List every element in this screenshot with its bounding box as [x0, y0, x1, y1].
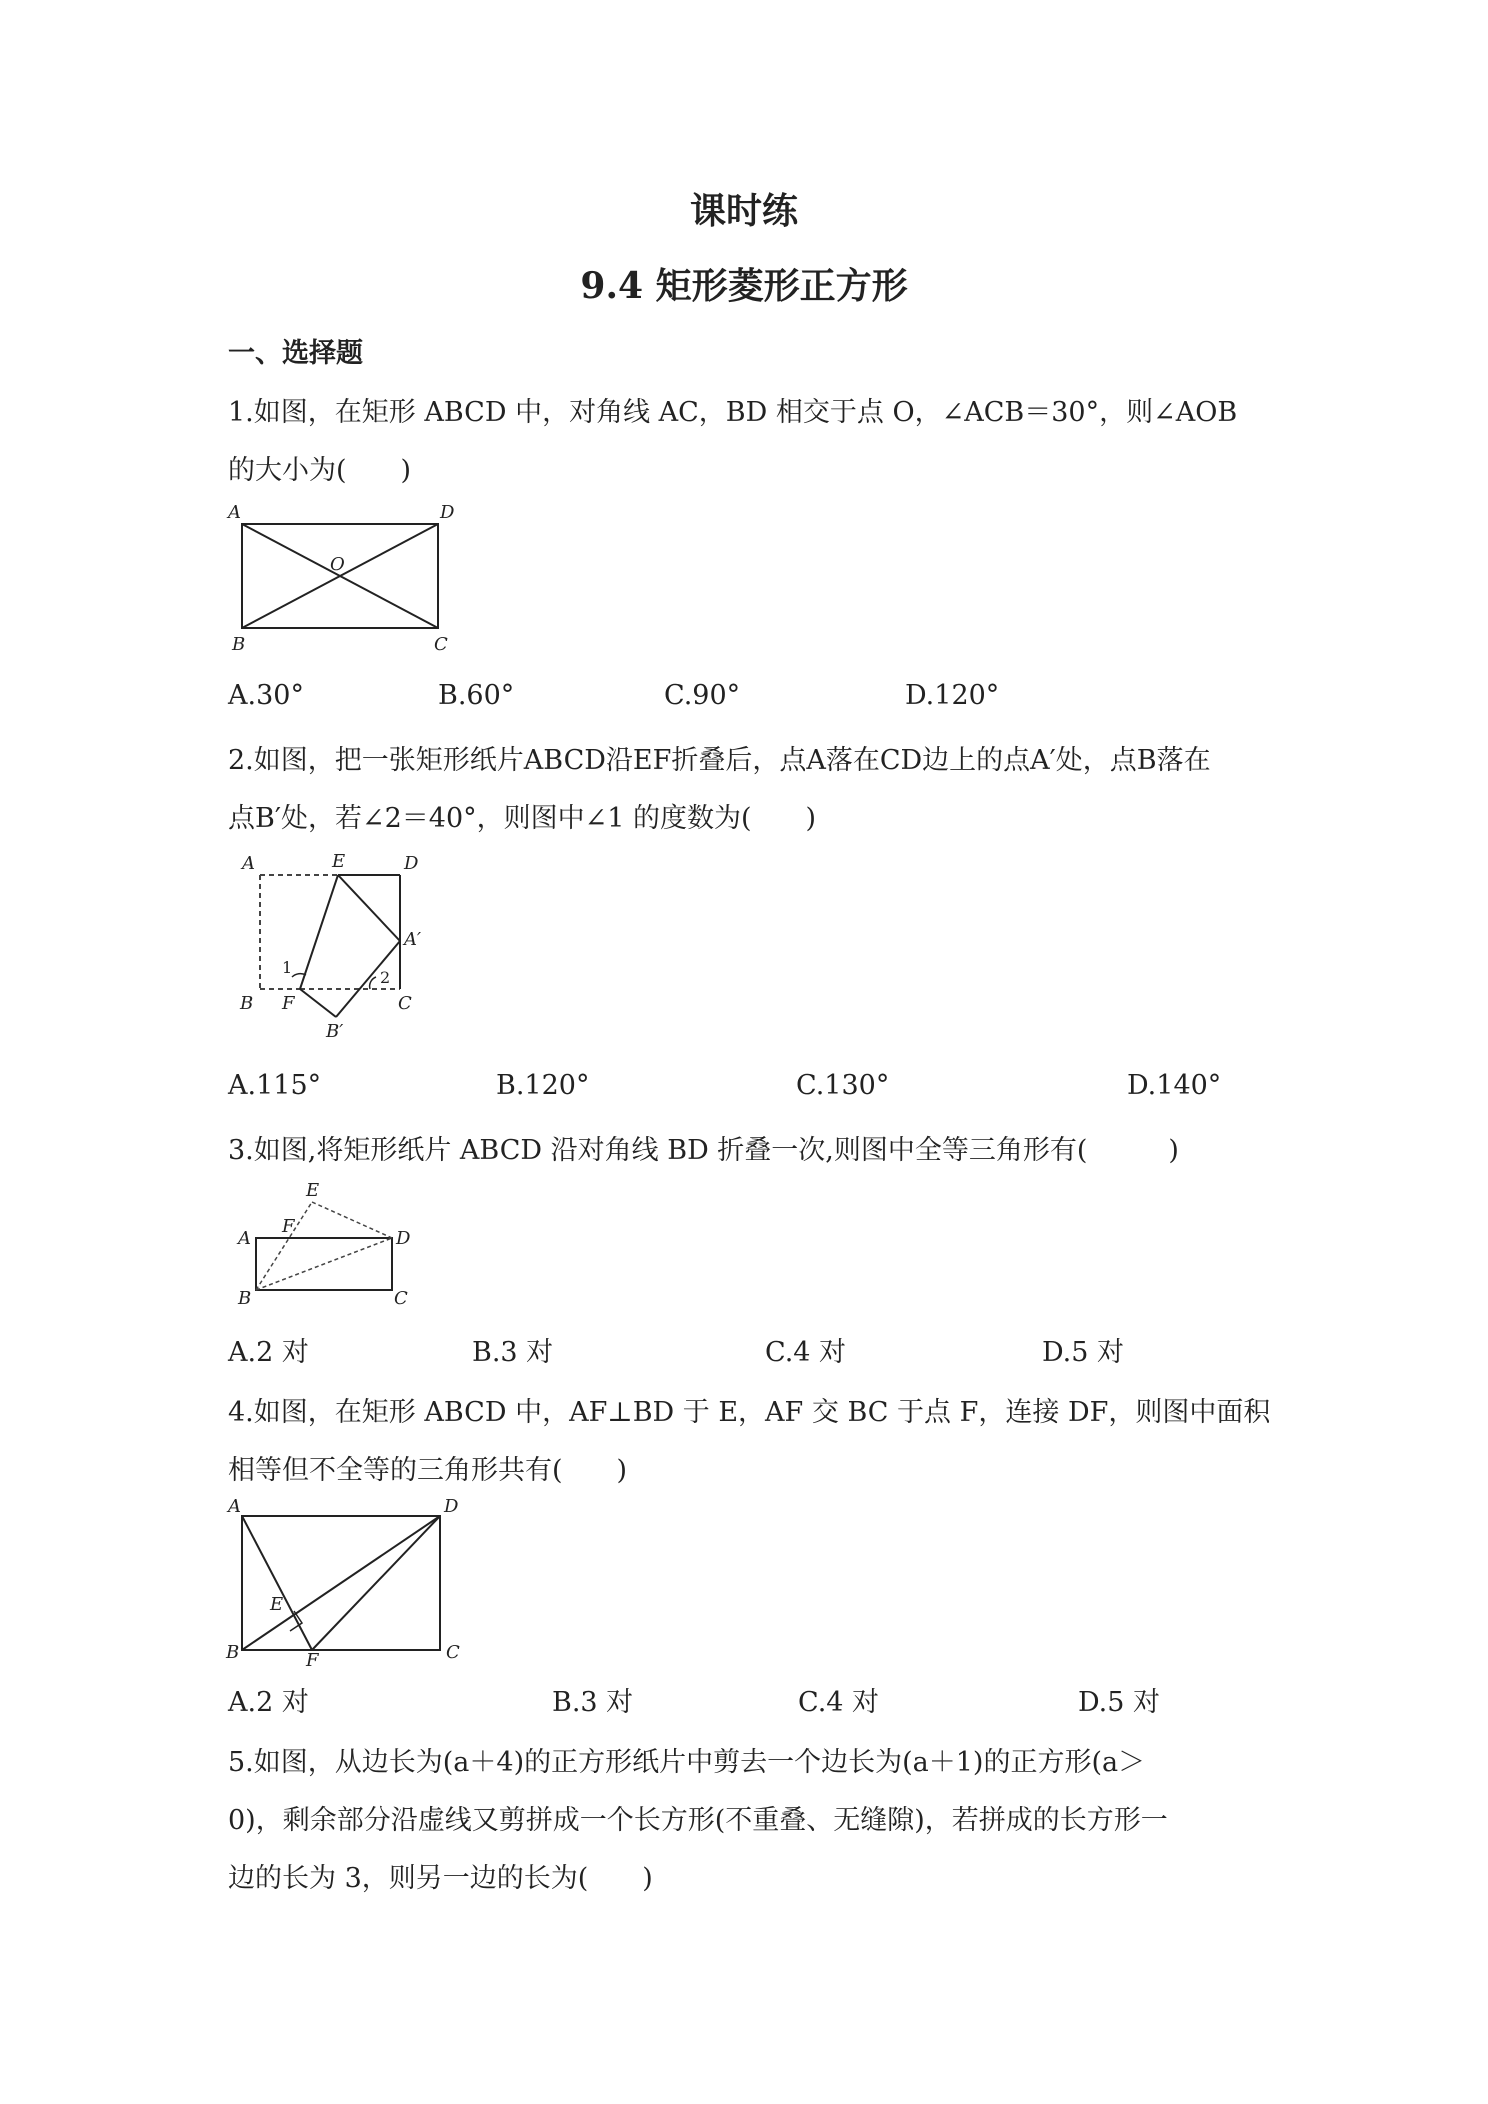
figure-q3-fold	[228, 1180, 411, 1310]
angle-1-label: 1	[282, 958, 293, 977]
q1-option-a[interactable]: A.30°	[228, 680, 304, 711]
label-b: B	[240, 993, 254, 1014]
label-a: A	[228, 502, 241, 523]
q4-option-a[interactable]: A.2 对	[228, 1687, 309, 1718]
q2-option-b[interactable]: B.120°	[496, 1070, 590, 1101]
section-heading: 一、选择题	[228, 338, 363, 369]
question-5-line-1: 5.如图，从边长为(a＋4)的正方形纸片中剪去一个边长为(a＋1)的正方形(a＞	[228, 1747, 1146, 1778]
label-c: C	[398, 993, 412, 1014]
question-5-line-3: 边的长为 3，则另一边的长为( )	[228, 1863, 653, 1894]
label-d: D	[404, 853, 419, 874]
angle-2-label: 2	[380, 968, 391, 987]
label-f: F	[282, 1216, 295, 1237]
figure-q4-rectangle	[224, 1496, 474, 1671]
label-b: B	[238, 1288, 252, 1309]
page-subtitle: 9.4 矩形菱形正方形	[580, 265, 908, 307]
label-a: A	[228, 1496, 241, 1517]
q3-option-d[interactable]: D.5 对	[1042, 1337, 1125, 1368]
question-4-line-1: 4.如图，在矩形 ABCD 中，AF⊥BD 于 E，AF 交 BC 于点 F，连接 DF，则图中面积	[228, 1397, 1271, 1428]
label-e: E	[306, 1180, 320, 1201]
question-2-line-1: 2.如图，把一张矩形纸片ABCD沿EF折叠后，点A落在CD边上的点A′处，点B落在	[228, 745, 1211, 776]
question-4-line-2: 相等但不全等的三角形共有( )	[228, 1455, 628, 1486]
q2-option-c[interactable]: C.130°	[796, 1070, 890, 1101]
q3-option-c[interactable]: C.4 对	[765, 1337, 847, 1368]
question-1-line-2: 的大小为( )	[228, 455, 412, 486]
q1-option-d[interactable]: D.120°	[905, 680, 1000, 711]
q2-option-d[interactable]: D.140°	[1127, 1070, 1222, 1101]
label-b: B	[226, 1642, 240, 1663]
q2-option-a[interactable]: A.115°	[228, 1070, 322, 1101]
label-b-prime: B′	[326, 1021, 344, 1042]
q1-option-b[interactable]: B.60°	[438, 680, 515, 711]
label-c: C	[394, 1288, 408, 1309]
label-d: D	[396, 1228, 411, 1249]
question-5-line-2: 0)，剩余部分沿虚线又剪拼成一个长方形(不重叠、无缝隙)，若拼成的长方形一	[228, 1805, 1168, 1836]
label-b: B	[232, 634, 246, 655]
label-a: A	[242, 853, 255, 874]
label-c: C	[434, 634, 448, 655]
q3-option-b[interactable]: B.3 对	[472, 1337, 554, 1368]
label-e: E	[270, 1594, 284, 1615]
question-1-line-1: 1.如图，在矩形 ABCD 中，对角线 AC，BD 相交于点 O，∠ACB＝30°，则∠AOB	[228, 397, 1238, 428]
label-f: F	[282, 993, 295, 1014]
label-c: C	[446, 1642, 460, 1663]
q3-option-a[interactable]: A.2 对	[228, 1337, 309, 1368]
figure-q2-fold	[230, 845, 450, 1045]
q1-option-c[interactable]: C.90°	[664, 680, 741, 711]
label-d: D	[444, 1496, 459, 1517]
q4-option-d[interactable]: D.5 对	[1078, 1687, 1161, 1718]
figure-q1-rectangle	[222, 500, 462, 660]
label-o: O	[330, 554, 345, 575]
question-2-line-2: 点B′处，若∠2＝40°，则图中∠1 的度数为( )	[228, 803, 817, 834]
q4-option-b[interactable]: B.3 对	[552, 1687, 634, 1718]
label-a-prime: A′	[404, 929, 422, 950]
label-d: D	[440, 502, 455, 523]
page-title: 课时练	[689, 190, 798, 232]
label-f: F	[306, 1650, 319, 1671]
question-3-line-1: 3.如图,将矩形纸片 ABCD 沿对角线 BD 折叠一次,则图中全等三角形有( )	[228, 1135, 1179, 1166]
q4-option-c[interactable]: C.4 对	[798, 1687, 880, 1718]
label-a: A	[238, 1228, 251, 1249]
label-e: E	[332, 851, 346, 872]
